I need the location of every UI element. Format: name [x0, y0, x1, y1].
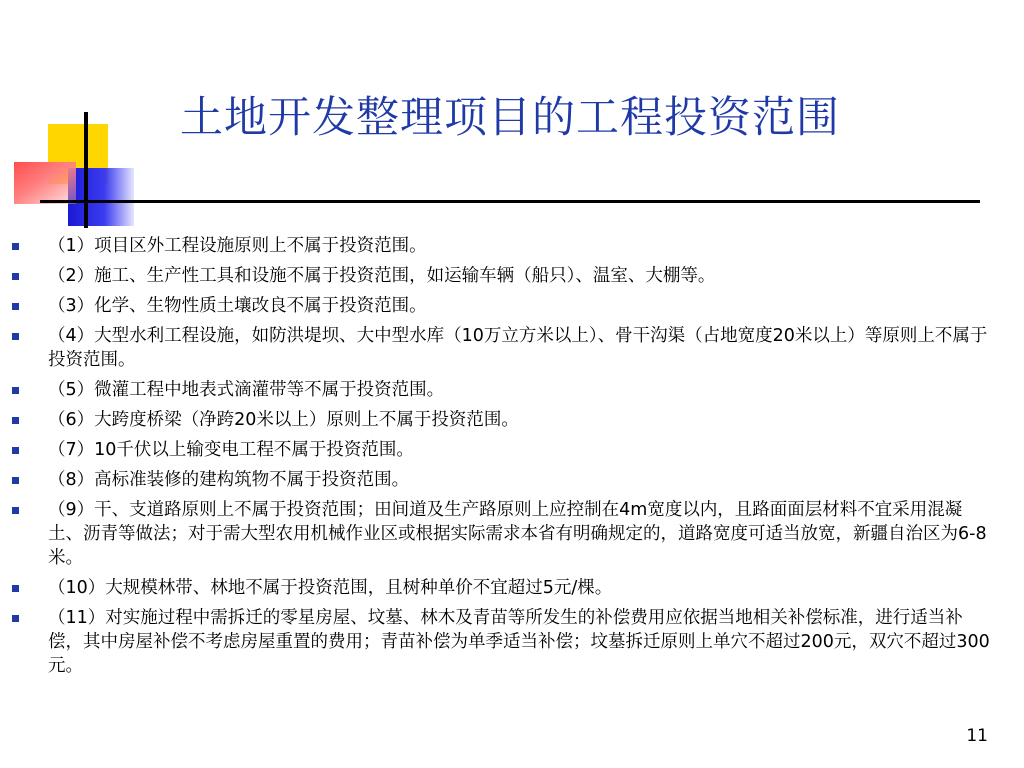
- item-text: （11）对实施过程中需拆迁的零星房屋、坟墓、林木及青苗等所发生的补偿费用应依据当地相关补偿标准，进行适当补偿，其中房屋补偿不考虑房屋重置的费用；青苗补偿为单季适当补偿；坟墓拆迁原则上单穴不超过200元，双穴不超过300元。: [48, 608, 990, 676]
- item-text: （8）高标准装修的建构筑物不属于投资范围。: [48, 470, 410, 490]
- item-text: （3）化学、生物性质土壤改良不属于投资范围。: [48, 296, 427, 316]
- list-item: [10, 408, 995, 432]
- item-text: （2）施工、生产性工具和设施不属于投资范围，如运输车辆（船只）、温室、大棚等。: [48, 266, 716, 286]
- square-bullet-icon: [12, 333, 19, 340]
- list-item: [10, 294, 995, 318]
- list-item: [10, 378, 995, 402]
- square-bullet-icon: [12, 507, 19, 514]
- page-number: 11: [966, 726, 988, 746]
- item-text: （1）项目区外工程设施原则上不属于投资范围。: [48, 236, 427, 256]
- list-item: [10, 498, 995, 570]
- list-item: [10, 264, 995, 288]
- square-bullet-icon: [12, 477, 19, 484]
- square-bullet-icon: [12, 585, 19, 592]
- slide-title: 土地开发整理项目的工程投资范围: [180, 93, 840, 143]
- square-bullet-icon: [12, 303, 19, 310]
- square-bullet-icon: [12, 615, 19, 622]
- item-list: [10, 234, 995, 684]
- item-text: （6）大跨度桥梁（净跨20米以上）原则上不属于投资范围。: [48, 410, 519, 430]
- square-bullet-icon: [12, 273, 19, 280]
- square-bullet-icon: [12, 243, 19, 250]
- list-item: [10, 324, 995, 372]
- list-item: [10, 576, 995, 600]
- square-bullet-icon: [12, 447, 19, 454]
- list-item: [10, 234, 995, 258]
- list-item: [10, 468, 995, 492]
- list-item: [10, 438, 995, 462]
- square-bullet-icon: [12, 387, 19, 394]
- list-item: [10, 606, 995, 678]
- item-text: （4）大型水利工程设施，如防洪堤坝、大中型水库（10万立方米以上）、骨干沟渠（占地宽度20米以上）等原则上不属于投资范围。: [48, 326, 988, 370]
- item-text: （10）大规模林带、林地不属于投资范围，且树种单价不宜超过5元/棵。: [48, 578, 613, 598]
- title-underline: [40, 200, 980, 203]
- item-text: （5）微灌工程中地表式滴灌带等不属于投资范围。: [48, 380, 445, 400]
- item-text: （7）10千伏以上输变电工程不属于投资范围。: [48, 440, 414, 460]
- item-text: （9）干、支道路原则上不属于投资范围；田间道及生产路原则上应控制在4m宽度以内，且路面面层材料不宜采用混凝土、沥青等做法；对于需大型农用机械作业区或根据实际需求本省有明确规定的，道路宽度可适当放宽，新疆自治区为6-8米。: [48, 500, 987, 568]
- square-bullet-icon: [12, 417, 19, 424]
